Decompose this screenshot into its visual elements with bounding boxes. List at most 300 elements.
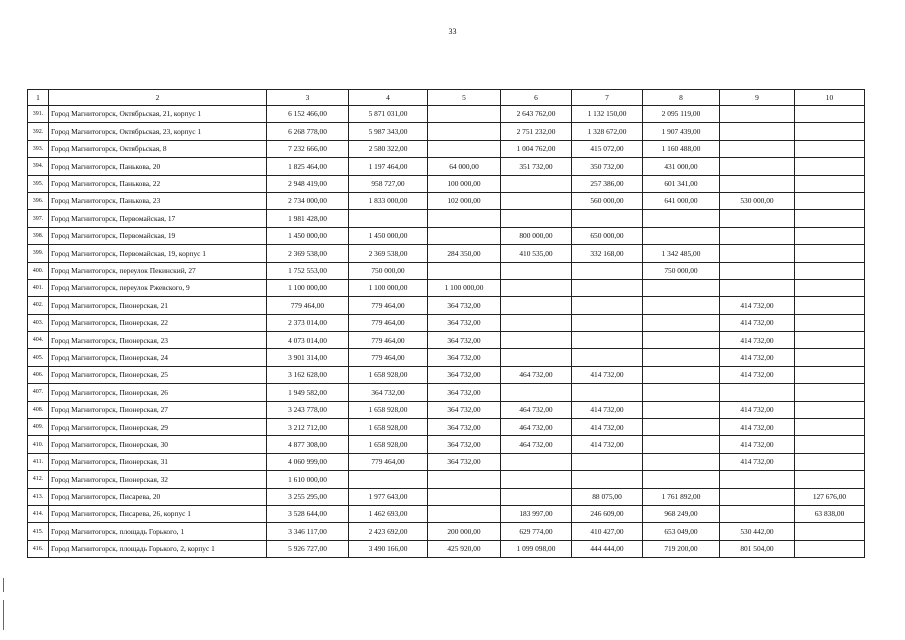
amount-cell: 364 732,00 <box>428 314 501 331</box>
amount-cell: 3 346 117,00 <box>267 523 349 540</box>
amount-cell <box>795 279 865 296</box>
amount-cell: 601 341,00 <box>643 175 720 192</box>
amount-cell: 1 099 098,00 <box>501 540 572 557</box>
amount-cell <box>795 366 865 383</box>
amount-cell <box>501 471 572 488</box>
address-cell: Город Магнитогорск, площадь Горького, 2, корпус 1 <box>49 540 267 557</box>
address-cell: Город Магнитогорск, Пионерская, 24 <box>49 349 267 366</box>
column-header: 1 <box>28 90 49 106</box>
address-cell: Город Магнитогорск, Пионерская, 21 <box>49 297 267 314</box>
address-cell: Город Магнитогорск, Пионерская, 25 <box>49 366 267 383</box>
row-number: 407. <box>28 384 49 401</box>
amount-cell: 779 464,00 <box>349 453 428 470</box>
amount-cell: 364 732,00 <box>428 332 501 349</box>
amount-cell <box>720 175 795 192</box>
amount-cell: 364 732,00 <box>428 349 501 366</box>
column-header: 7 <box>572 90 643 106</box>
amount-cell: 414 732,00 <box>572 366 643 383</box>
amount-cell: 364 732,00 <box>428 453 501 470</box>
amount-cell: 1 160 488,00 <box>643 140 720 157</box>
amount-cell: 1 004 762,00 <box>501 140 572 157</box>
row-number: 415. <box>28 523 49 540</box>
amount-cell: 414 732,00 <box>720 332 795 349</box>
amount-cell <box>501 297 572 314</box>
address-cell: Город Магнитогорск, Октябрьская, 23, корпус 1 <box>49 123 267 140</box>
amount-cell: 779 464,00 <box>349 349 428 366</box>
row-number: 391. <box>28 106 49 123</box>
amount-cell <box>795 540 865 557</box>
amount-cell: 779 464,00 <box>349 332 428 349</box>
address-cell: Город Магнитогорск, Пионерская, 26 <box>49 384 267 401</box>
row-number: 405. <box>28 349 49 366</box>
table-row <box>28 349 865 366</box>
row-number: 412. <box>28 471 49 488</box>
amount-cell: 410 535,00 <box>501 245 572 262</box>
amount-cell: 257 386,00 <box>572 175 643 192</box>
amount-cell: 5 987 343,00 <box>349 123 428 140</box>
amount-cell <box>501 488 572 505</box>
amount-cell <box>720 384 795 401</box>
amount-cell <box>572 349 643 366</box>
address-cell: Город Магнитогорск, Октябрьская, 8 <box>49 140 267 157</box>
amount-cell: 284 350,00 <box>428 245 501 262</box>
amount-cell <box>501 453 572 470</box>
amount-cell: 4 060 999,00 <box>267 453 349 470</box>
table-row <box>28 488 865 505</box>
row-number: 416. <box>28 540 49 557</box>
amount-cell: 968 249,00 <box>643 505 720 522</box>
row-number: 397. <box>28 210 49 227</box>
amount-cell: 629 774,00 <box>501 523 572 540</box>
amount-cell: 414 732,00 <box>572 436 643 453</box>
amount-cell: 1 450 000,00 <box>267 227 349 244</box>
amount-cell <box>720 158 795 175</box>
amount-cell: 2 373 014,00 <box>267 314 349 331</box>
amount-cell: 364 732,00 <box>349 384 428 401</box>
address-cell: Город Магнитогорск, Пионерская, 32 <box>49 471 267 488</box>
address-cell: Город Магнитогорск, переулок Пекинский, 27 <box>49 262 267 279</box>
amount-cell: 444 444,00 <box>572 540 643 557</box>
amount-cell <box>795 123 865 140</box>
amount-cell: 1 658 928,00 <box>349 366 428 383</box>
column-header: 4 <box>349 90 428 106</box>
amount-cell <box>795 297 865 314</box>
amount-cell <box>643 332 720 349</box>
page-number: 33 <box>448 27 457 36</box>
address-cell: Город Магнитогорск, Первомайская, 17 <box>49 210 267 227</box>
data-table <box>27 89 865 558</box>
address-cell: Город Магнитогорск, Писарева, 20 <box>49 488 267 505</box>
amount-cell: 63 838,00 <box>795 505 865 522</box>
amount-cell: 364 732,00 <box>428 419 501 436</box>
amount-cell <box>428 140 501 157</box>
table-row <box>28 158 865 175</box>
amount-cell <box>501 279 572 296</box>
amount-cell: 1 100 000,00 <box>267 279 349 296</box>
column-header: 2 <box>49 90 267 106</box>
amount-cell: 1 658 928,00 <box>349 436 428 453</box>
amount-cell: 2 423 692,00 <box>349 523 428 540</box>
amount-cell <box>795 471 865 488</box>
table-row <box>28 419 865 436</box>
amount-cell <box>795 106 865 123</box>
amount-cell <box>795 401 865 418</box>
address-cell: Город Магнитогорск, переулок Ржевского, 9 <box>49 279 267 296</box>
table-row <box>28 314 865 331</box>
amount-cell <box>795 436 865 453</box>
amount-cell: 5 926 727,00 <box>267 540 349 557</box>
amount-cell <box>349 471 428 488</box>
amount-cell <box>428 505 501 522</box>
address-cell: Город Магнитогорск, площадь Горького, 1 <box>49 523 267 540</box>
amount-cell <box>572 279 643 296</box>
amount-cell <box>428 123 501 140</box>
amount-cell: 364 732,00 <box>428 366 501 383</box>
row-number: 394. <box>28 158 49 175</box>
amount-cell: 464 732,00 <box>501 436 572 453</box>
row-number: 403. <box>28 314 49 331</box>
amount-cell: 1 658 928,00 <box>349 401 428 418</box>
amount-cell: 530 000,00 <box>720 192 795 209</box>
amount-cell <box>720 123 795 140</box>
row-number: 409. <box>28 419 49 436</box>
address-cell: Город Магнитогорск, Пионерская, 29 <box>49 419 267 436</box>
amount-cell: 88 075,00 <box>572 488 643 505</box>
amount-cell <box>428 210 501 227</box>
column-header: 9 <box>720 90 795 106</box>
amount-cell: 1 197 464,00 <box>349 158 428 175</box>
table-row <box>28 175 865 192</box>
amount-cell <box>643 453 720 470</box>
amount-cell: 364 732,00 <box>428 297 501 314</box>
amount-cell: 3 212 712,00 <box>267 419 349 436</box>
amount-cell: 958 727,00 <box>349 175 428 192</box>
amount-cell: 102 000,00 <box>428 192 501 209</box>
address-cell: Город Магнитогорск, Панькова, 20 <box>49 158 267 175</box>
table-row <box>28 140 865 157</box>
amount-cell <box>501 175 572 192</box>
address-cell: Город Магнитогорск, Пионерская, 22 <box>49 314 267 331</box>
amount-cell <box>795 453 865 470</box>
row-number: 411. <box>28 453 49 470</box>
amount-cell: 3 255 295,00 <box>267 488 349 505</box>
table-row <box>28 210 865 227</box>
amount-cell <box>643 436 720 453</box>
amount-cell: 530 442,00 <box>720 523 795 540</box>
amount-cell <box>643 366 720 383</box>
amount-cell <box>720 471 795 488</box>
table-row <box>28 384 865 401</box>
table-row <box>28 332 865 349</box>
amount-cell: 3 490 166,00 <box>349 540 428 557</box>
amount-cell: 200 000,00 <box>428 523 501 540</box>
amount-cell: 414 732,00 <box>572 401 643 418</box>
amount-cell <box>720 262 795 279</box>
amount-cell: 6 268 778,00 <box>267 123 349 140</box>
amount-cell: 3 528 644,00 <box>267 505 349 522</box>
amount-cell: 183 997,00 <box>501 505 572 522</box>
table-row <box>28 540 865 557</box>
amount-cell: 464 732,00 <box>501 419 572 436</box>
amount-cell <box>795 523 865 540</box>
amount-cell <box>572 453 643 470</box>
row-number: 392. <box>28 123 49 140</box>
amount-cell: 1 132 150,00 <box>572 106 643 123</box>
amount-cell: 2 369 538,00 <box>349 245 428 262</box>
amount-cell: 351 732,00 <box>501 158 572 175</box>
table-row <box>28 106 865 123</box>
amount-cell <box>795 158 865 175</box>
amount-cell: 1 610 000,00 <box>267 471 349 488</box>
amount-cell: 779 464,00 <box>349 314 428 331</box>
amount-cell: 1 761 892,00 <box>643 488 720 505</box>
amount-cell: 1 658 928,00 <box>349 419 428 436</box>
amount-cell: 414 732,00 <box>720 436 795 453</box>
amount-cell <box>643 419 720 436</box>
amount-cell <box>501 210 572 227</box>
address-cell: Город Магнитогорск, Пионерская, 31 <box>49 453 267 470</box>
amount-cell: 246 609,00 <box>572 505 643 522</box>
amount-cell: 779 464,00 <box>349 297 428 314</box>
amount-cell <box>795 227 865 244</box>
row-number: 400. <box>28 262 49 279</box>
column-header: 6 <box>501 90 572 106</box>
amount-cell: 1 981 428,00 <box>267 210 349 227</box>
amount-cell <box>643 210 720 227</box>
amount-cell: 779 464,00 <box>267 297 349 314</box>
amount-cell: 1 977 643,00 <box>349 488 428 505</box>
amount-cell: 414 732,00 <box>572 419 643 436</box>
amount-cell: 1 949 582,00 <box>267 384 349 401</box>
row-number: 393. <box>28 140 49 157</box>
amount-cell: 414 732,00 <box>720 366 795 383</box>
amount-cell <box>720 210 795 227</box>
address-cell: Город Магнитогорск, Первомайская, 19 <box>49 227 267 244</box>
row-number: 414. <box>28 505 49 522</box>
amount-cell <box>643 279 720 296</box>
amount-cell <box>643 314 720 331</box>
amount-cell <box>720 140 795 157</box>
amount-cell <box>572 332 643 349</box>
table-row <box>28 523 865 540</box>
amount-cell <box>501 384 572 401</box>
amount-cell <box>572 471 643 488</box>
amount-cell <box>501 349 572 366</box>
amount-cell <box>720 505 795 522</box>
amount-cell <box>720 227 795 244</box>
amount-cell <box>795 140 865 157</box>
table-row <box>28 245 865 262</box>
amount-cell <box>795 245 865 262</box>
row-number: 404. <box>28 332 49 349</box>
address-cell: Город Магнитогорск, Первомайская, 19, корпус 1 <box>49 245 267 262</box>
amount-cell <box>428 488 501 505</box>
address-cell: Город Магнитогорск, Пионерская, 30 <box>49 436 267 453</box>
amount-cell <box>795 192 865 209</box>
amount-cell: 414 732,00 <box>720 297 795 314</box>
amount-cell <box>795 419 865 436</box>
amount-cell: 364 732,00 <box>428 401 501 418</box>
row-number: 395. <box>28 175 49 192</box>
amount-cell: 560 000,00 <box>572 192 643 209</box>
amount-cell: 464 732,00 <box>501 401 572 418</box>
amount-cell: 800 000,00 <box>501 227 572 244</box>
amount-cell: 4 877 308,00 <box>267 436 349 453</box>
address-cell: Город Магнитогорск, Панькова, 23 <box>49 192 267 209</box>
amount-cell: 414 732,00 <box>720 419 795 436</box>
address-cell: Город Магнитогорск, Октябрьская, 21, корпус 1 <box>49 106 267 123</box>
amount-cell: 1 100 000,00 <box>349 279 428 296</box>
amount-cell: 2 751 232,00 <box>501 123 572 140</box>
amount-cell: 4 073 014,00 <box>267 332 349 349</box>
address-cell: Город Магнитогорск, Пионерская, 23 <box>49 332 267 349</box>
amount-cell: 1 907 439,00 <box>643 123 720 140</box>
amount-cell: 64 000,00 <box>428 158 501 175</box>
amount-cell <box>643 297 720 314</box>
table-row <box>28 453 865 470</box>
row-number: 410. <box>28 436 49 453</box>
amount-cell <box>501 262 572 279</box>
amount-cell <box>428 106 501 123</box>
amount-cell: 1 825 464,00 <box>267 158 349 175</box>
amount-cell <box>572 314 643 331</box>
amount-cell: 2 580 322,00 <box>349 140 428 157</box>
amount-cell <box>795 384 865 401</box>
amount-cell: 1 100 000,00 <box>428 279 501 296</box>
table-row <box>28 227 865 244</box>
amount-cell: 332 168,00 <box>572 245 643 262</box>
amount-cell: 1 328 672,00 <box>572 123 643 140</box>
amount-cell: 364 732,00 <box>428 384 501 401</box>
column-header: 10 <box>795 90 865 106</box>
amount-cell: 414 732,00 <box>720 349 795 366</box>
amount-cell: 2 734 000,00 <box>267 192 349 209</box>
address-cell: Город Магнитогорск, Панькова, 22 <box>49 175 267 192</box>
amount-cell: 5 871 031,00 <box>349 106 428 123</box>
scan-artifact <box>3 600 4 630</box>
table-row <box>28 123 865 140</box>
amount-cell: 364 732,00 <box>428 436 501 453</box>
amount-cell: 100 000,00 <box>428 175 501 192</box>
row-number: 413. <box>28 488 49 505</box>
address-cell: Город Магнитогорск, Писарева, 26, корпус 1 <box>49 505 267 522</box>
amount-cell: 414 732,00 <box>720 401 795 418</box>
table-row <box>28 436 865 453</box>
amount-cell <box>428 227 501 244</box>
column-header: 5 <box>428 90 501 106</box>
row-number: 396. <box>28 192 49 209</box>
amount-cell <box>501 332 572 349</box>
header-row <box>28 90 865 106</box>
amount-cell <box>501 314 572 331</box>
amount-cell: 641 000,00 <box>643 192 720 209</box>
row-number: 408. <box>28 401 49 418</box>
amount-cell: 1 450 000,00 <box>349 227 428 244</box>
table-row <box>28 262 865 279</box>
amount-cell: 1 752 553,00 <box>267 262 349 279</box>
amount-cell: 2 369 538,00 <box>267 245 349 262</box>
amount-cell: 415 072,00 <box>572 140 643 157</box>
amount-cell <box>428 262 501 279</box>
amount-cell <box>720 279 795 296</box>
amount-cell: 653 049,00 <box>643 523 720 540</box>
amount-cell: 750 000,00 <box>643 262 720 279</box>
amount-cell: 1 462 693,00 <box>349 505 428 522</box>
amount-cell <box>720 106 795 123</box>
amount-cell: 801 504,00 <box>720 540 795 557</box>
amount-cell: 2 095 119,00 <box>643 106 720 123</box>
amount-cell: 425 920,00 <box>428 540 501 557</box>
table-row <box>28 192 865 209</box>
table-row <box>28 279 865 296</box>
table-row <box>28 366 865 383</box>
amount-cell <box>795 175 865 192</box>
amount-cell <box>572 384 643 401</box>
amount-cell <box>795 262 865 279</box>
amount-cell: 3 901 314,00 <box>267 349 349 366</box>
amount-cell: 410 427,00 <box>572 523 643 540</box>
table-row <box>28 505 865 522</box>
amount-cell: 431 000,00 <box>643 158 720 175</box>
amount-cell <box>428 471 501 488</box>
table-row <box>28 297 865 314</box>
table-row <box>28 401 865 418</box>
amount-cell: 414 732,00 <box>720 453 795 470</box>
amount-cell <box>643 227 720 244</box>
amount-cell <box>501 192 572 209</box>
amount-cell <box>795 332 865 349</box>
amount-cell <box>643 384 720 401</box>
amount-cell <box>643 349 720 366</box>
amount-cell <box>720 488 795 505</box>
amount-cell <box>643 471 720 488</box>
amount-cell <box>572 262 643 279</box>
amount-cell: 1 833 000,00 <box>349 192 428 209</box>
amount-cell: 2 643 762,00 <box>501 106 572 123</box>
amount-cell <box>720 245 795 262</box>
amount-cell: 414 732,00 <box>720 314 795 331</box>
amount-cell: 6 152 466,00 <box>267 106 349 123</box>
amount-cell: 650 000,00 <box>572 227 643 244</box>
amount-cell: 7 232 666,00 <box>267 140 349 157</box>
scan-artifact <box>3 578 4 592</box>
amount-cell <box>795 349 865 366</box>
amount-cell: 350 732,00 <box>572 158 643 175</box>
table-row <box>28 471 865 488</box>
amount-cell <box>795 210 865 227</box>
row-number: 399. <box>28 245 49 262</box>
amount-cell <box>795 314 865 331</box>
amount-cell: 2 948 419,00 <box>267 175 349 192</box>
amount-cell: 127 676,00 <box>795 488 865 505</box>
row-number: 402. <box>28 297 49 314</box>
amount-cell <box>643 401 720 418</box>
amount-cell: 464 732,00 <box>501 366 572 383</box>
address-cell: Город Магнитогорск, Пионерская, 27 <box>49 401 267 418</box>
amount-cell <box>572 297 643 314</box>
amount-cell: 719 200,00 <box>643 540 720 557</box>
amount-cell: 3 243 778,00 <box>267 401 349 418</box>
amount-cell <box>572 210 643 227</box>
amount-cell: 750 000,00 <box>349 262 428 279</box>
amount-cell: 3 162 628,00 <box>267 366 349 383</box>
column-header: 8 <box>643 90 720 106</box>
row-number: 398. <box>28 227 49 244</box>
row-number: 401. <box>28 279 49 296</box>
amount-cell: 1 342 485,00 <box>643 245 720 262</box>
column-header: 3 <box>267 90 349 106</box>
amount-cell <box>349 210 428 227</box>
